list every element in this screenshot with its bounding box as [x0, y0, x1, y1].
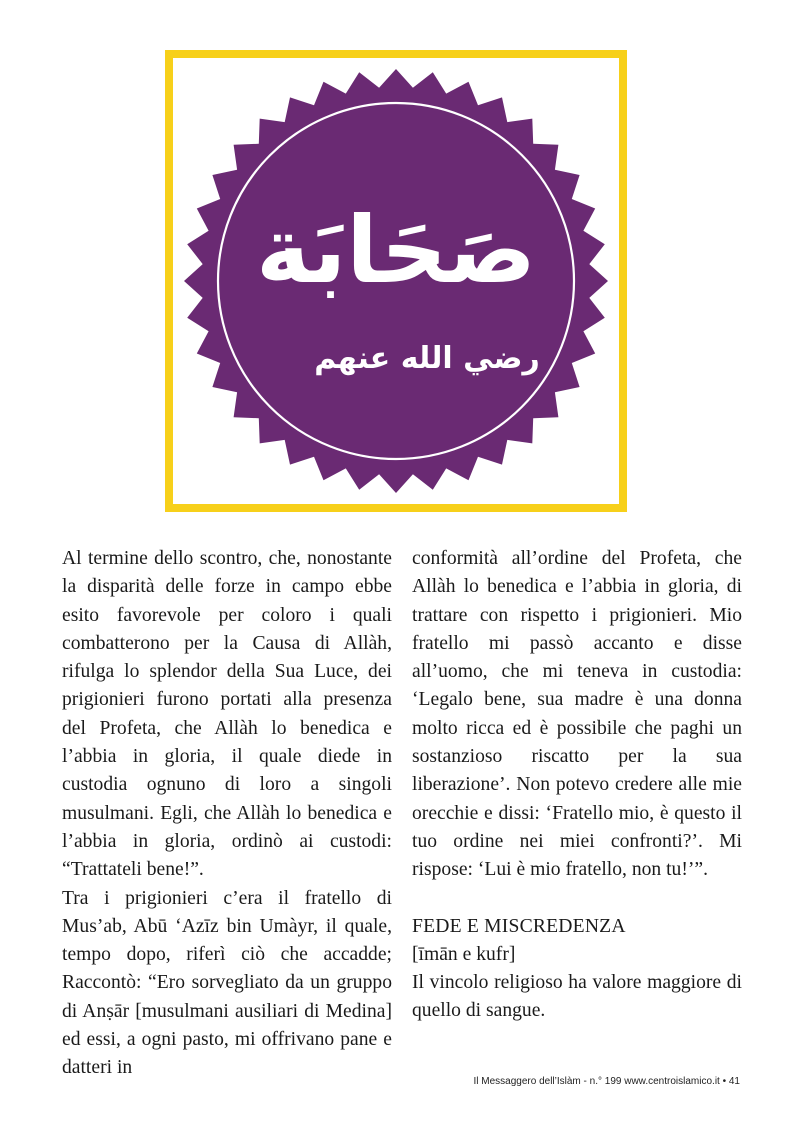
section-subheading: [īmān e kufr] [412, 943, 516, 965]
page-footer: Il Messaggero dell’Islàm - n.° 199 www.centroislamico.it • 41 [473, 1076, 740, 1087]
section-heading: FEDE E MISCREDENZA [412, 915, 626, 937]
left-paragraph-1: Al termine dello scontro, che, nonostante la disparità delle forze in campo ebbe esito favorevole per coloro i quali combatterono per la Causa di Allàh, rifulga lo splendor della Sua Luce, dei prigionieri furono portati alla presenza del Profeta, che Allàh lo benedica e l’abbia in gloria, il quale diede in custodia ognuno di loro a singoli musulmani. Egli, che Allàh lo benedica e l’abbia in gloria, ordinò ai custodi: “Trattateli bene!”. [62, 548, 392, 881]
left-paragraph-2: Tra i prigionieri c’era il fratello di Mus’ab, Abū ‘Azīz bin Umàyr, il quale, tempo dopo, riferì ciò che accadde; Raccontò: “Ero sorvegliato da un gruppo di Anṣār [musulmani ausiliari di Medina] ed essi, a ogni pasto, mi offrivano pane e datteri in [62, 887, 392, 1079]
arabic-calligraphy-main: صَحَابَة [255, 197, 537, 304]
left-column [62, 545, 392, 1083]
arabic-calligraphy-sub: رضي الله عنهم [314, 341, 540, 376]
sahaba-emblem [165, 50, 627, 512]
right-column [412, 545, 742, 1026]
right-paragraph-1: conformità all’ordine del Profeta, che Allàh lo benedica e l’abbia in gloria, di trattare con rispetto i prigionieri. Mio fratello mi passò accanto e disse all’uomo, che mi teneva in custodia: ‘Legalo bene, sua madre è una donna molto ricca ed è possibile che paghi un sostanzioso riscatto per la sua liberazione’. Non potevo credere alle mie orecchie e dissi: ‘Fratello mio, è questo il tuo ordine nei miei confronti?’. Mi rispose: ‘Lui è mio fratello, non tu!’”. [412, 548, 742, 881]
right-paragraph-2: Il vincolo religioso ha valore maggiore di quello di sangue. [412, 972, 742, 1022]
